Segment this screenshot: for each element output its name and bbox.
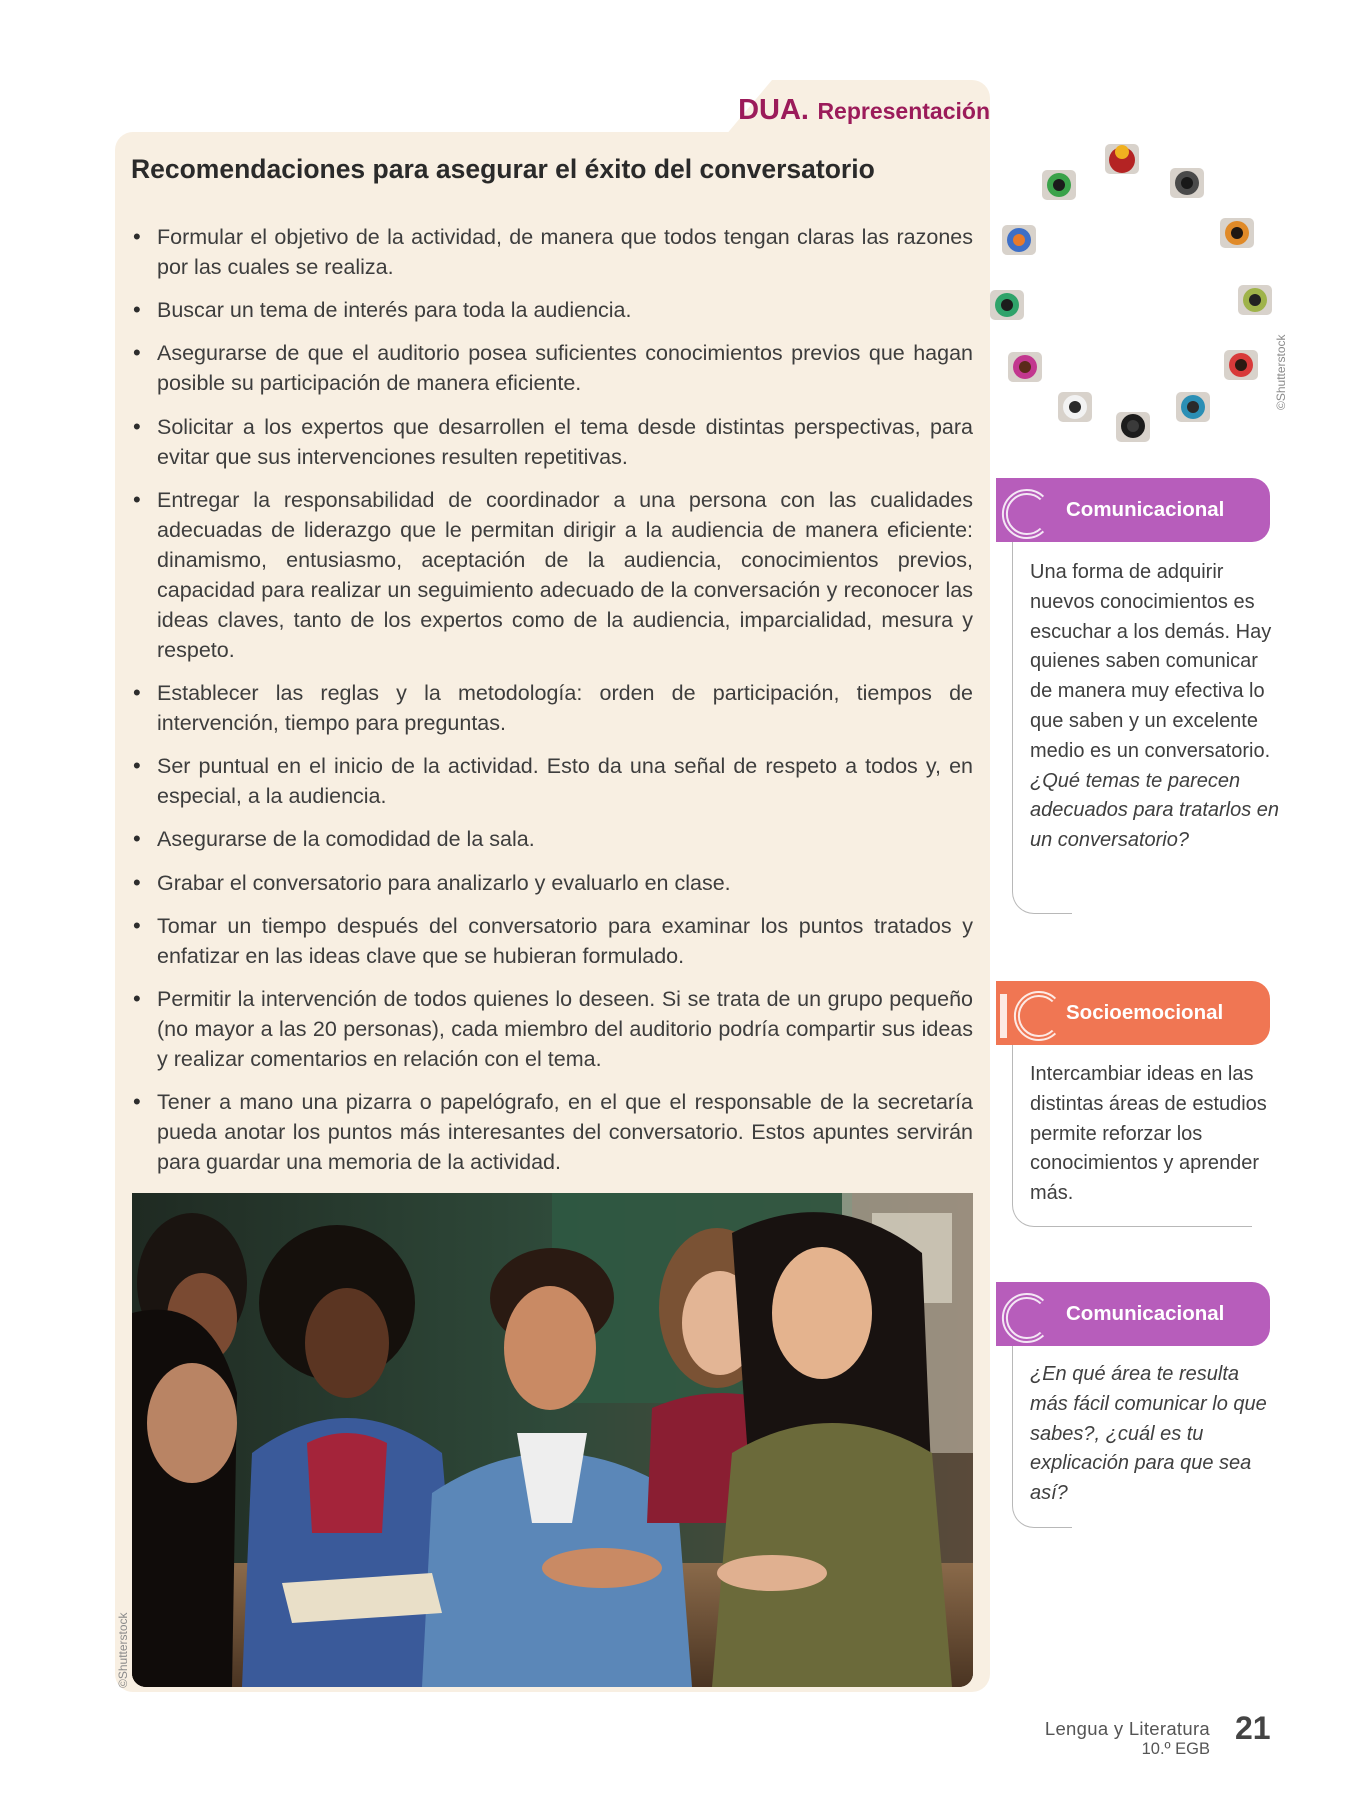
student-circle-illustration [980,130,1300,450]
student-figure [1220,218,1254,248]
list-item-text: Solicitar a los expertos que desarrollen el tema desde distintas perspectivas, para evitar que sus intervenciones resulten repetitivas. [157,414,973,469]
list-item [131,338,973,398]
bullet-icon: • [133,297,141,323]
list-item-text: Formular el objetivo de la actividad, de manera que todos tengan claras las razones por las cuales se realiza. [157,225,973,279]
student-figure [990,290,1024,320]
list-item [131,412,973,472]
list-item [131,868,973,898]
recommendations-list [131,222,973,1190]
comunicacional-c-icon [994,1288,1054,1348]
box3-title: Comunicacional [1066,1302,1225,1325]
box2-text: Intercambiar ideas en las distintas áreas de estudios permite reforzar los conocimientos y aprender más. [1030,1063,1267,1205]
circle-credit: ©Shutterstock [1274,334,1288,410]
socioemocional-ic-icon [994,986,1064,1046]
list-item [131,911,973,971]
bullet-icon: • [133,486,141,512]
box3-question: ¿En qué área te resulta más fácil comunicar lo que sabes?, ¿cuál es tu explicación para que sea así? [1030,1363,1267,1505]
student-figure [1008,352,1042,382]
bullet-icon: • [133,679,141,705]
page-number: 21 [1235,1710,1271,1746]
box2-title: Socioemocional [1066,1001,1224,1024]
students-discussion-photo [132,1193,973,1687]
list-item-text: Grabar el conversatorio para analizarlo y evaluarlo en clase. [157,870,731,895]
student-figure [1170,168,1204,198]
list-item-text: Asegurarse de que el auditorio posea suficientes conocimientos previos que hagan posible su participación de manera eficiente. [157,341,973,396]
student-figure [1002,225,1036,255]
list-item-text: Tomar un tiempo después del conversatorio para examinar los puntos tratados y enfatizar en las ideas clave que se hubieran formulado. [157,913,973,968]
bullet-icon: • [133,869,141,895]
student-figure [1176,392,1210,422]
list-item-text: Ser puntual en el inicio de la actividad. Esto da una señal de respeto a todos y, en especial, a la audiencia. [157,754,973,809]
photo-credit: ©Shutterstock [116,1612,130,1688]
student-figure [1058,392,1092,422]
box1-title: Comunicacional [1066,498,1225,521]
box1-body [1030,558,1280,856]
bullet-icon: • [133,413,141,439]
bullet-icon: • [133,340,141,366]
box2-body [1030,1060,1290,1209]
list-item [131,751,973,811]
box3-body [1030,1360,1270,1509]
footer-subject: Lengua y Literatura [1044,1718,1210,1739]
list-item [131,984,973,1074]
bullet-icon: • [133,912,141,938]
list-item-text: Permitir la intervención de todos quienes lo deseen. Si se trata de un grupo pequeño (no mayor a las 20 personas), cada miembro del auditorio podría compartir sus ideas y realizar comentarios en relación con el tema. [157,986,973,1071]
list-item [131,824,973,854]
student-figure [1116,412,1150,442]
student-figure [1105,144,1139,174]
panel-title: Recomendaciones para asegurar el éxito del conversatorio [131,154,875,184]
box1-question: ¿Qué temas te parecen adecuados para tratarlos en un conversatorio? [1030,769,1280,852]
list-item-text: Entregar la responsabilidad de coordinador a una persona con las cualidades adecuadas de liderazgo que le permitan dirigir a la audiencia de manera eficiente: dinamismo, entusiasmo, aceptación de la audiencia, conocimientos previos, capacidad para realizar un seguimiento adecuado de la conversación y reconocer las ideas claves, tanto de los expertos como de la audiencia, imparcialidad, mesura y respeto. [157,487,973,662]
bullet-icon: • [133,985,141,1011]
list-item-text: Tener a mano una pizarra o papelógrafo, en el que el responsable de la secretaría pueda anotar los puntos más interesantes del conversatorio. Estos apuntes servirán para guardar una memoria de la actividad. [157,1090,973,1175]
student-figure [1042,170,1076,200]
footer-grade: 10.º EGB [1141,1740,1210,1758]
list-item-text: Buscar un tema de interés para toda la audiencia. [157,298,632,323]
bullet-icon: • [133,1089,141,1115]
dua-strong: DUA. [738,94,809,126]
student-circle-svg [980,130,1300,450]
student-figure [1238,285,1272,315]
list-item [131,1087,973,1177]
list-item [131,485,973,665]
dua-label [738,94,990,127]
comunicacional-c-icon [994,484,1054,544]
list-item [131,678,973,738]
list-item [131,222,973,282]
student-figure [1224,350,1258,380]
list-item-text: Establecer las reglas y la metodología: orden de participación, tiempos de intervención, tiempo para preguntas. [157,680,973,735]
dua-sub: Representación [817,98,990,124]
box1-text: Una forma de adquirir nuevos conocimientos es escuchar a los demás. Hay quienes saben comunicar de manera muy efectiva lo que saben y un excelente medio es un conversatorio. [1030,561,1272,762]
students-discussion-illustration [132,1193,973,1687]
bullet-icon: • [133,753,141,779]
bullet-icon: • [133,224,141,249]
list-item-text: Asegurarse de la comodidad de la sala. [157,827,535,852]
list-item [131,295,973,325]
bullet-icon: • [133,826,141,852]
